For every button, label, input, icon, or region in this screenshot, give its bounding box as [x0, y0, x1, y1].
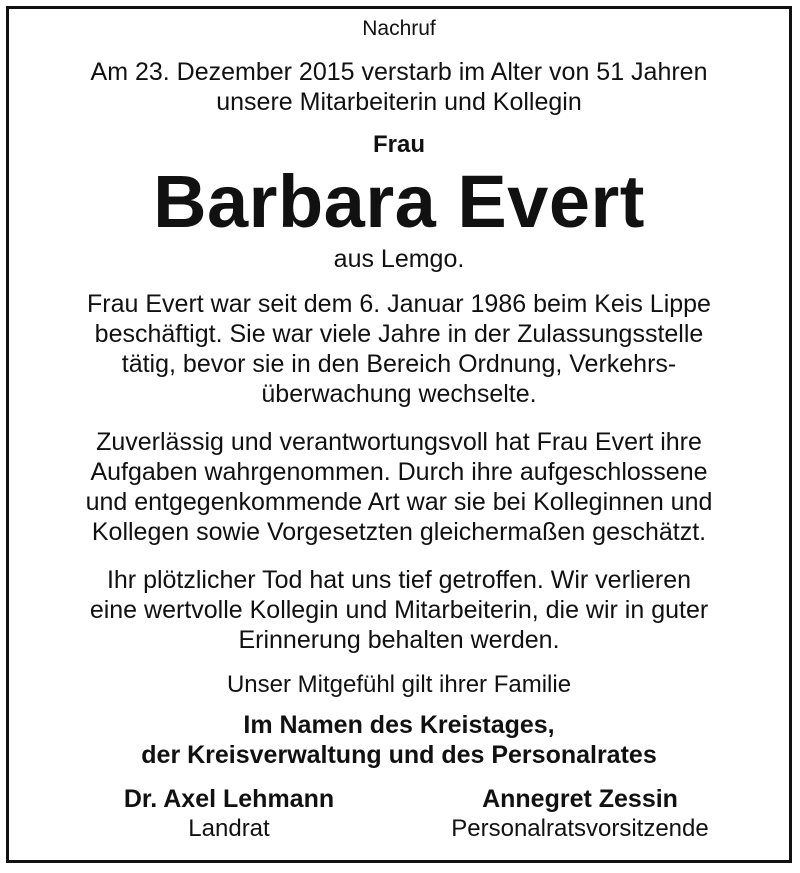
- paragraph-line: tätig, bevor sie in den Bereich Ordnung, Verkehrs-: [121, 350, 677, 378]
- deceased-name: Barbara Evert: [153, 160, 645, 243]
- on-behalf-line: Im Namen des Kreistages,: [243, 711, 555, 739]
- sympathy-text: Unser Mitgefühl gilt ihrer Familie: [226, 671, 572, 698]
- paragraph-career: [6, 289, 792, 409]
- signatory-name: Dr. Axel Lehmann: [123, 785, 335, 813]
- salutation: Frau: [372, 131, 425, 158]
- signatory-title: Personalratsvorsitzende: [451, 815, 709, 842]
- paragraph-line: Kollegen sowie Vorgesetzten gleichermaßen geschätzt.: [91, 518, 707, 546]
- paragraph-loss: [6, 565, 792, 655]
- intro-text: [6, 57, 792, 117]
- paragraph-line: Frau Evert war seit dem 6. Januar 1986 beim Keis Lippe: [87, 290, 711, 318]
- paragraph-line: beschäftigt. Sie war viele Jahre in der Zulassungsstelle: [94, 320, 704, 348]
- paragraph-line: Ihr plötzlicher Tod hat uns tief getroffen. Wir verlieren: [106, 566, 692, 594]
- paragraph-appreciation: [6, 427, 792, 547]
- signatory-name: Annegret Zessin: [482, 785, 678, 813]
- paragraph-line: Aufgaben wahrgenommen. Durch ihre aufgeschlossene: [90, 458, 708, 486]
- signatory-title: Landrat: [188, 815, 270, 842]
- paragraph-line: Zuverlässig und verantwortungsvoll hat Frau Evert ihre: [96, 428, 702, 456]
- signatory-right: [410, 784, 750, 844]
- signatory-left: [59, 784, 399, 844]
- paragraph-line: Erinnerung behalten werden.: [238, 626, 560, 654]
- on-behalf-line: der Kreisverwaltung und des Personalrates: [141, 741, 657, 769]
- notice-header: Nachruf: [362, 17, 436, 40]
- origin-text: aus Lemgo.: [333, 245, 465, 273]
- on-behalf-block: [6, 710, 792, 770]
- paragraph-line: überwachung wechselte.: [261, 380, 537, 408]
- intro-line: Am 23. Dezember 2015 verstarb im Alter von 51 Jahren: [90, 58, 708, 86]
- paragraph-line: und entgegenkommende Art war sie bei Kolleginnen und: [85, 488, 713, 516]
- paragraph-line: eine wertvolle Kollegin und Mitarbeiterin, die wir in guter: [89, 596, 709, 624]
- intro-line: unsere Mitarbeiterin und Kollegin: [216, 88, 582, 116]
